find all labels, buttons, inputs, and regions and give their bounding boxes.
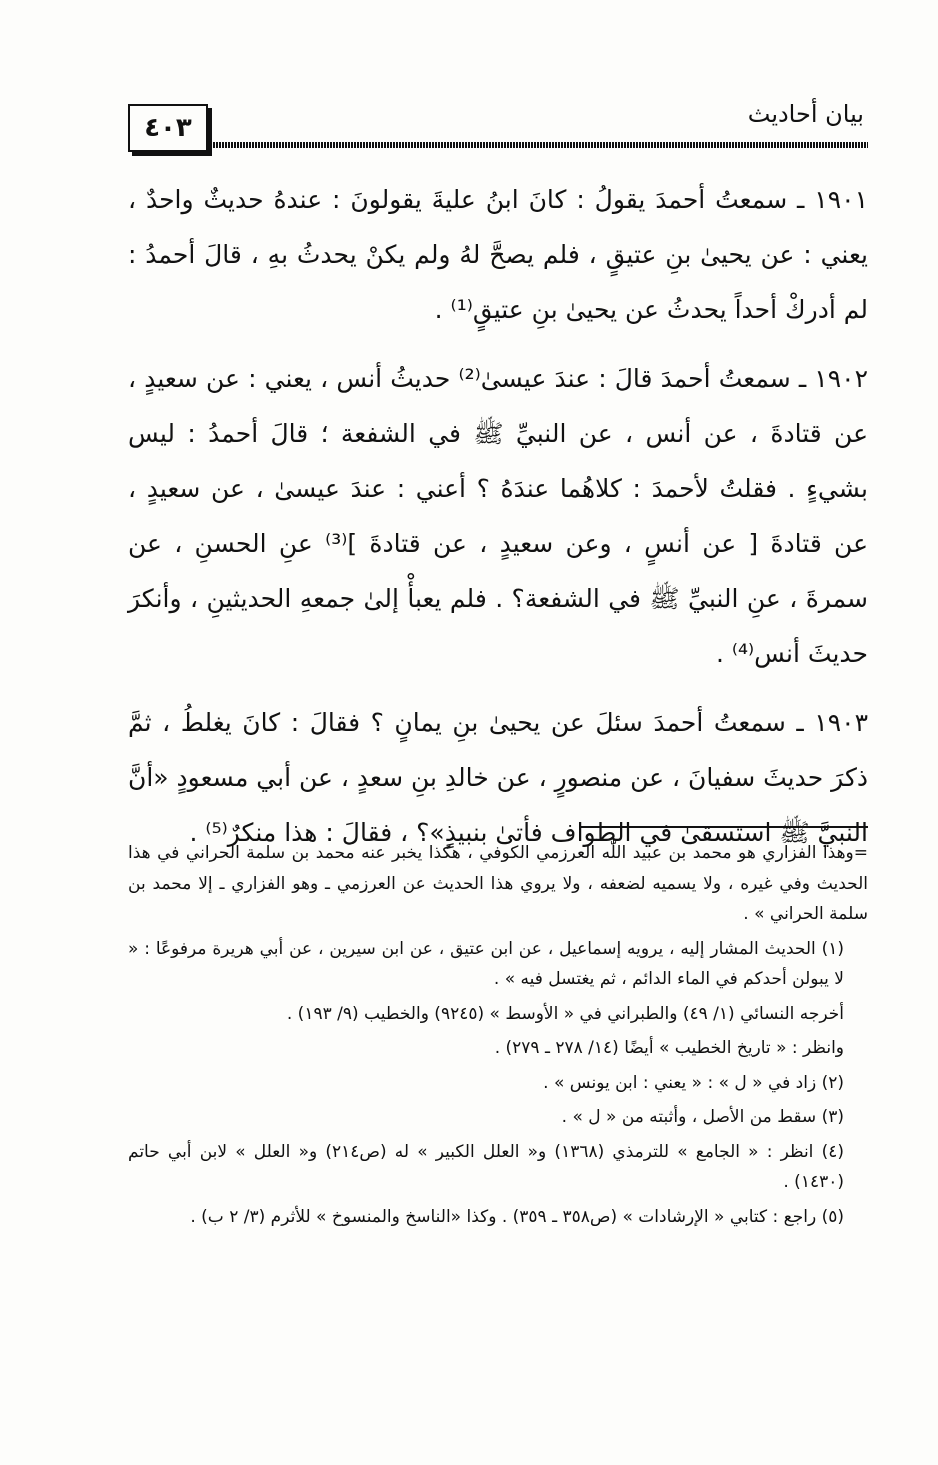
footnote-1-source: أخرجه النسائي (١/ ٤٩) والطبراني في « الأوسط » (٩٢٤٥) والخطيب (٩/ ١٩٣) . [286,1003,844,1024]
footnote-1: (١) الحديث المشار إليه ، يرويه إسماعيل ، عن ابن عتيق ، عن ابن سيرين ، عن أبي هريرة مرفوعًا : « لا يبولن أحدكم في الماء الدائم ، ثم يغتسل فيه » . [128,938,844,989]
footnote-3: (٣) سقط من الأصل ، وأثبته من « ل » . [561,1107,844,1127]
footnote-separator [580,826,868,828]
footnote-continuation: =وهذا الفزاري هو محمد بن عبيد اللّٰه العرزمي الكوفي ، هكذا يخبر عنه محمد بن سلمة الحراني في هذا الحديث وفي غيره ، ولا يسميه لضعفه ، ولا يروي هذا الحديث عن العرزمي ـ وهو الفزاري ـ إلا محمد بن سلمة الحراني » . [128,843,868,924]
footnote-2: (٢) زاد في « ل » : « يعني : ابن يونس » . [543,1072,844,1093]
footnote-4: (٤) انظر : « الجامع » للترمذي (١٣٦٨) و« العلل الكبير » له (ص٢١٤) و« العلل » لابن أبي حاتم (١٤٣٠) . [128,1141,844,1192]
page-number: ٤٠٣ [128,104,208,152]
running-title: بيان أحاديث [747,100,864,128]
footnote-5: (٥) راجع : كتابي « الإرشادات » (ص٣٥٨ ـ ٣٥٩) . وكذا «الناسخ والمنسوخ » للأثرم (٣/ ٢ ب) . [190,1206,844,1227]
hadith-1902: ١٩٠٢ ـ سمعتُ أحمدَ قالَ : عندَ عيسىٰ⁽²⁾ حديثُ أنس ، يعني : عن سعيدٍ ، عن قتادةَ ، عن أنس ، عن النبيِّ ﷺ في الشفعة ؛ قالَ أحمدُ : ليس بشيءٍ . فقلتُ لأحمدَ : كلاهُما عندَهُ ؟ أعني : عندَ عيسىٰ ، عن سعيدٍ ، عن قتادةَ [ عن أنسٍ ، وعن سعيدٍ ، عن قتادةَ ]⁽³⁾ عنِ الحسنِ ، عن سمرةَ ، عنِ النبيِّ ﷺ في الشفعة؟ . فلم يعبأْ إلىٰ جمعهِ الحديثينِ ، وأنكرَ حديثَ أنس⁽⁴⁾ . [128,364,869,668]
footnotes [128,838,868,1236]
page-header [128,98,868,158]
header-rule [210,142,868,148]
hadith-1901: ١٩٠١ ـ سمعتُ أحمدَ يقولُ : كانَ ابنُ عليةَ يقولونَ : عندهُ حديثٌ واحدٌ ، يعني : عن يحيىٰ بنِ عتيقٍ ، فلم يصحَّ لهُ ولم يكنْ يحدثُ بهِ ، قالَ أحمدُ : لم أدركْ أحداً يحدثُ عن يحيىٰ بنِ عتيقٍ⁽¹⁾ . [128,185,868,324]
hadith-1903: ١٩٠٣ ـ سمعتُ أحمدَ سئلَ عن يحيىٰ بنِ يمانٍ ؟ فقالَ : كانَ يغلطُ ، ثمَّ ذكرَ حديثَ سفيانَ ، عن منصورٍ ، عن خالدِ بنِ سعدٍ ، عن أبي مسعودٍ «أنَّ النبيَّ ﷺ استسقىٰ في الطواف فأتىٰ بنبيذٍ»؟ ، فقالَ : هذا منكرٌ⁽⁵⁾ . [128,708,868,847]
main-text [128,172,868,874]
footnote-1-see-also: وانظر : « تاريخ الخطيب » أيضًا (١٤/ ٢٧٨ ـ ٢٧٩) . [494,1038,844,1058]
